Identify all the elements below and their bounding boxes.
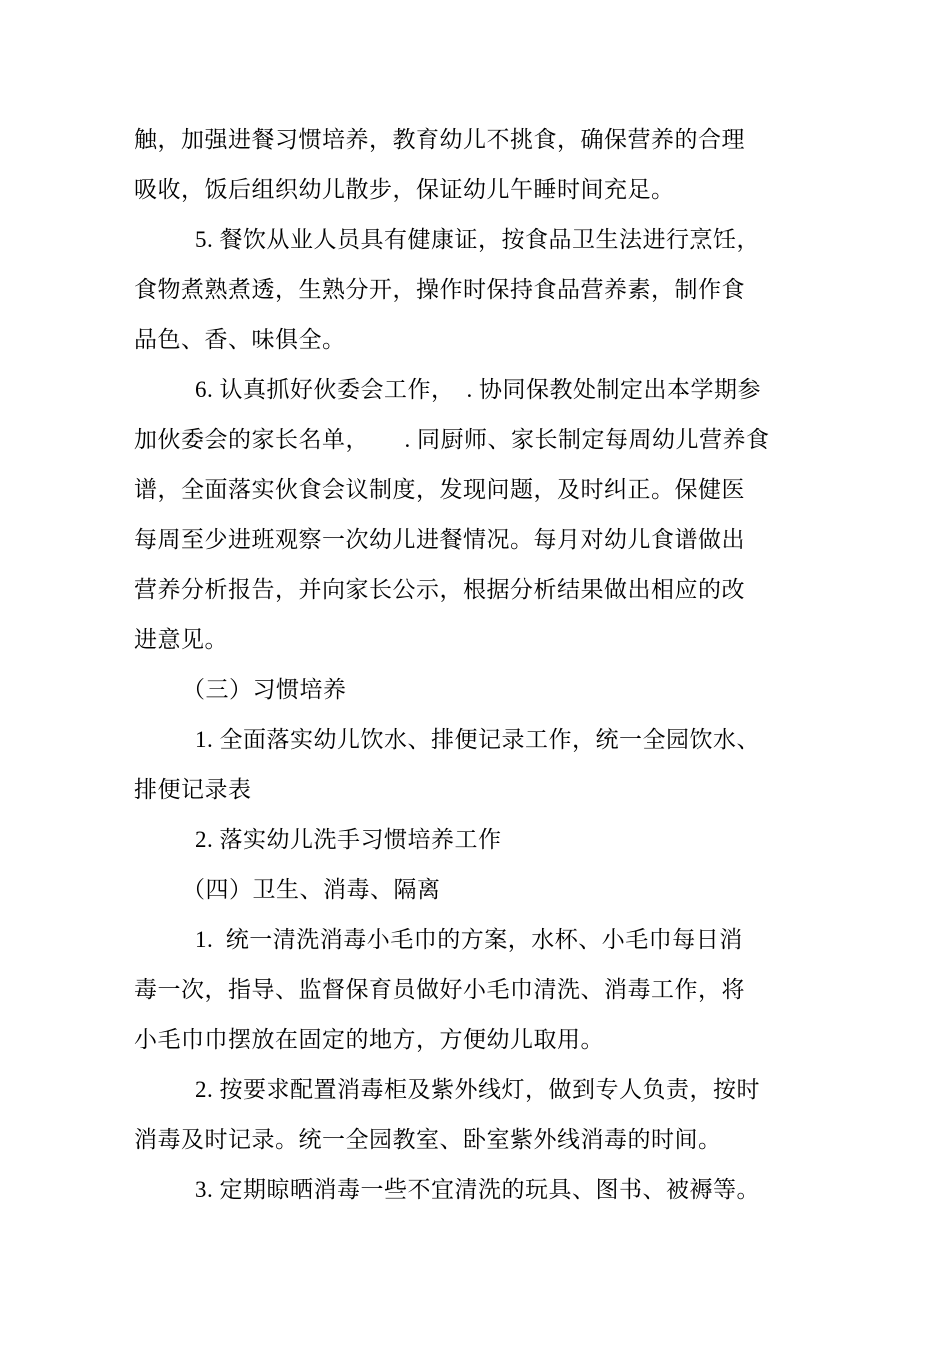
text-line: 吸收，饭后组织幼儿散步，保证幼儿午睡时间充足。 [134, 177, 675, 202]
text-line: 触，加强进餐习惯培养，教育幼儿不挑食，确保营养的合理 [134, 127, 745, 152]
text-line-numbered-item-3: 3. 定期晾晒消毒一些不宜清洗的玩具、图书、被褥等。 [195, 1177, 760, 1202]
text-line: 谱，全面落实伙食会议制度，发现问题，及时纠正。保健医 [134, 477, 745, 502]
text-line: 营养分析报告，并向家长公示，根据分析结果做出相应的改 [134, 577, 745, 602]
text-line-numbered-item-1: 1. 统一清洗消毒小毛巾的方案，水杯、小毛巾每日消 [195, 927, 743, 952]
text-line-numbered-item-6: 6. 认真抓好伙委会工作， . 协同保教处制定出本学期参 [195, 377, 761, 402]
text-line-numbered-item-1: 1. 全面落实幼儿饮水、排便记录工作，统一全园饮水、 [195, 727, 760, 752]
text-line: 食物煮熟煮透，生熟分开，操作时保持食品营养素，制作食 [134, 277, 745, 302]
text-line-numbered-item-2: 2. 落实幼儿洗手习惯培养工作 [195, 827, 502, 852]
text-line: 加伙委会的家长名单， . 同厨师、家长制定每周幼儿营养食 [134, 427, 770, 452]
text-line: 排便记录表 [134, 777, 252, 802]
text-line: 每周至少进班观察一次幼儿进餐情况。每月对幼儿食谱做出 [134, 527, 745, 552]
text-line-numbered-item-2: 2. 按要求配置消毒柜及紫外线灯，做到专人负责，按时 [195, 1077, 760, 1102]
section-heading-4: （四）卫生、消毒、隔离 [182, 877, 441, 902]
text-line: 消毒及时记录。统一全园教室、卧室紫外线消毒的时间。 [134, 1127, 722, 1152]
text-line-numbered-item-5: 5. 餐饮从业人员具有健康证，按食品卫生法进行烹饪， [195, 227, 760, 252]
section-heading-3: （三）习惯培养 [182, 677, 347, 702]
text-line: 小毛巾巾摆放在固定的地方，方便幼儿取用。 [134, 1027, 604, 1052]
text-line: 毒一次，指导、监督保育员做好小毛巾清洗、消毒工作，将 [134, 977, 745, 1002]
text-line: 品色、香、味俱全。 [134, 327, 346, 352]
text-line: 进意见。 [134, 627, 228, 652]
